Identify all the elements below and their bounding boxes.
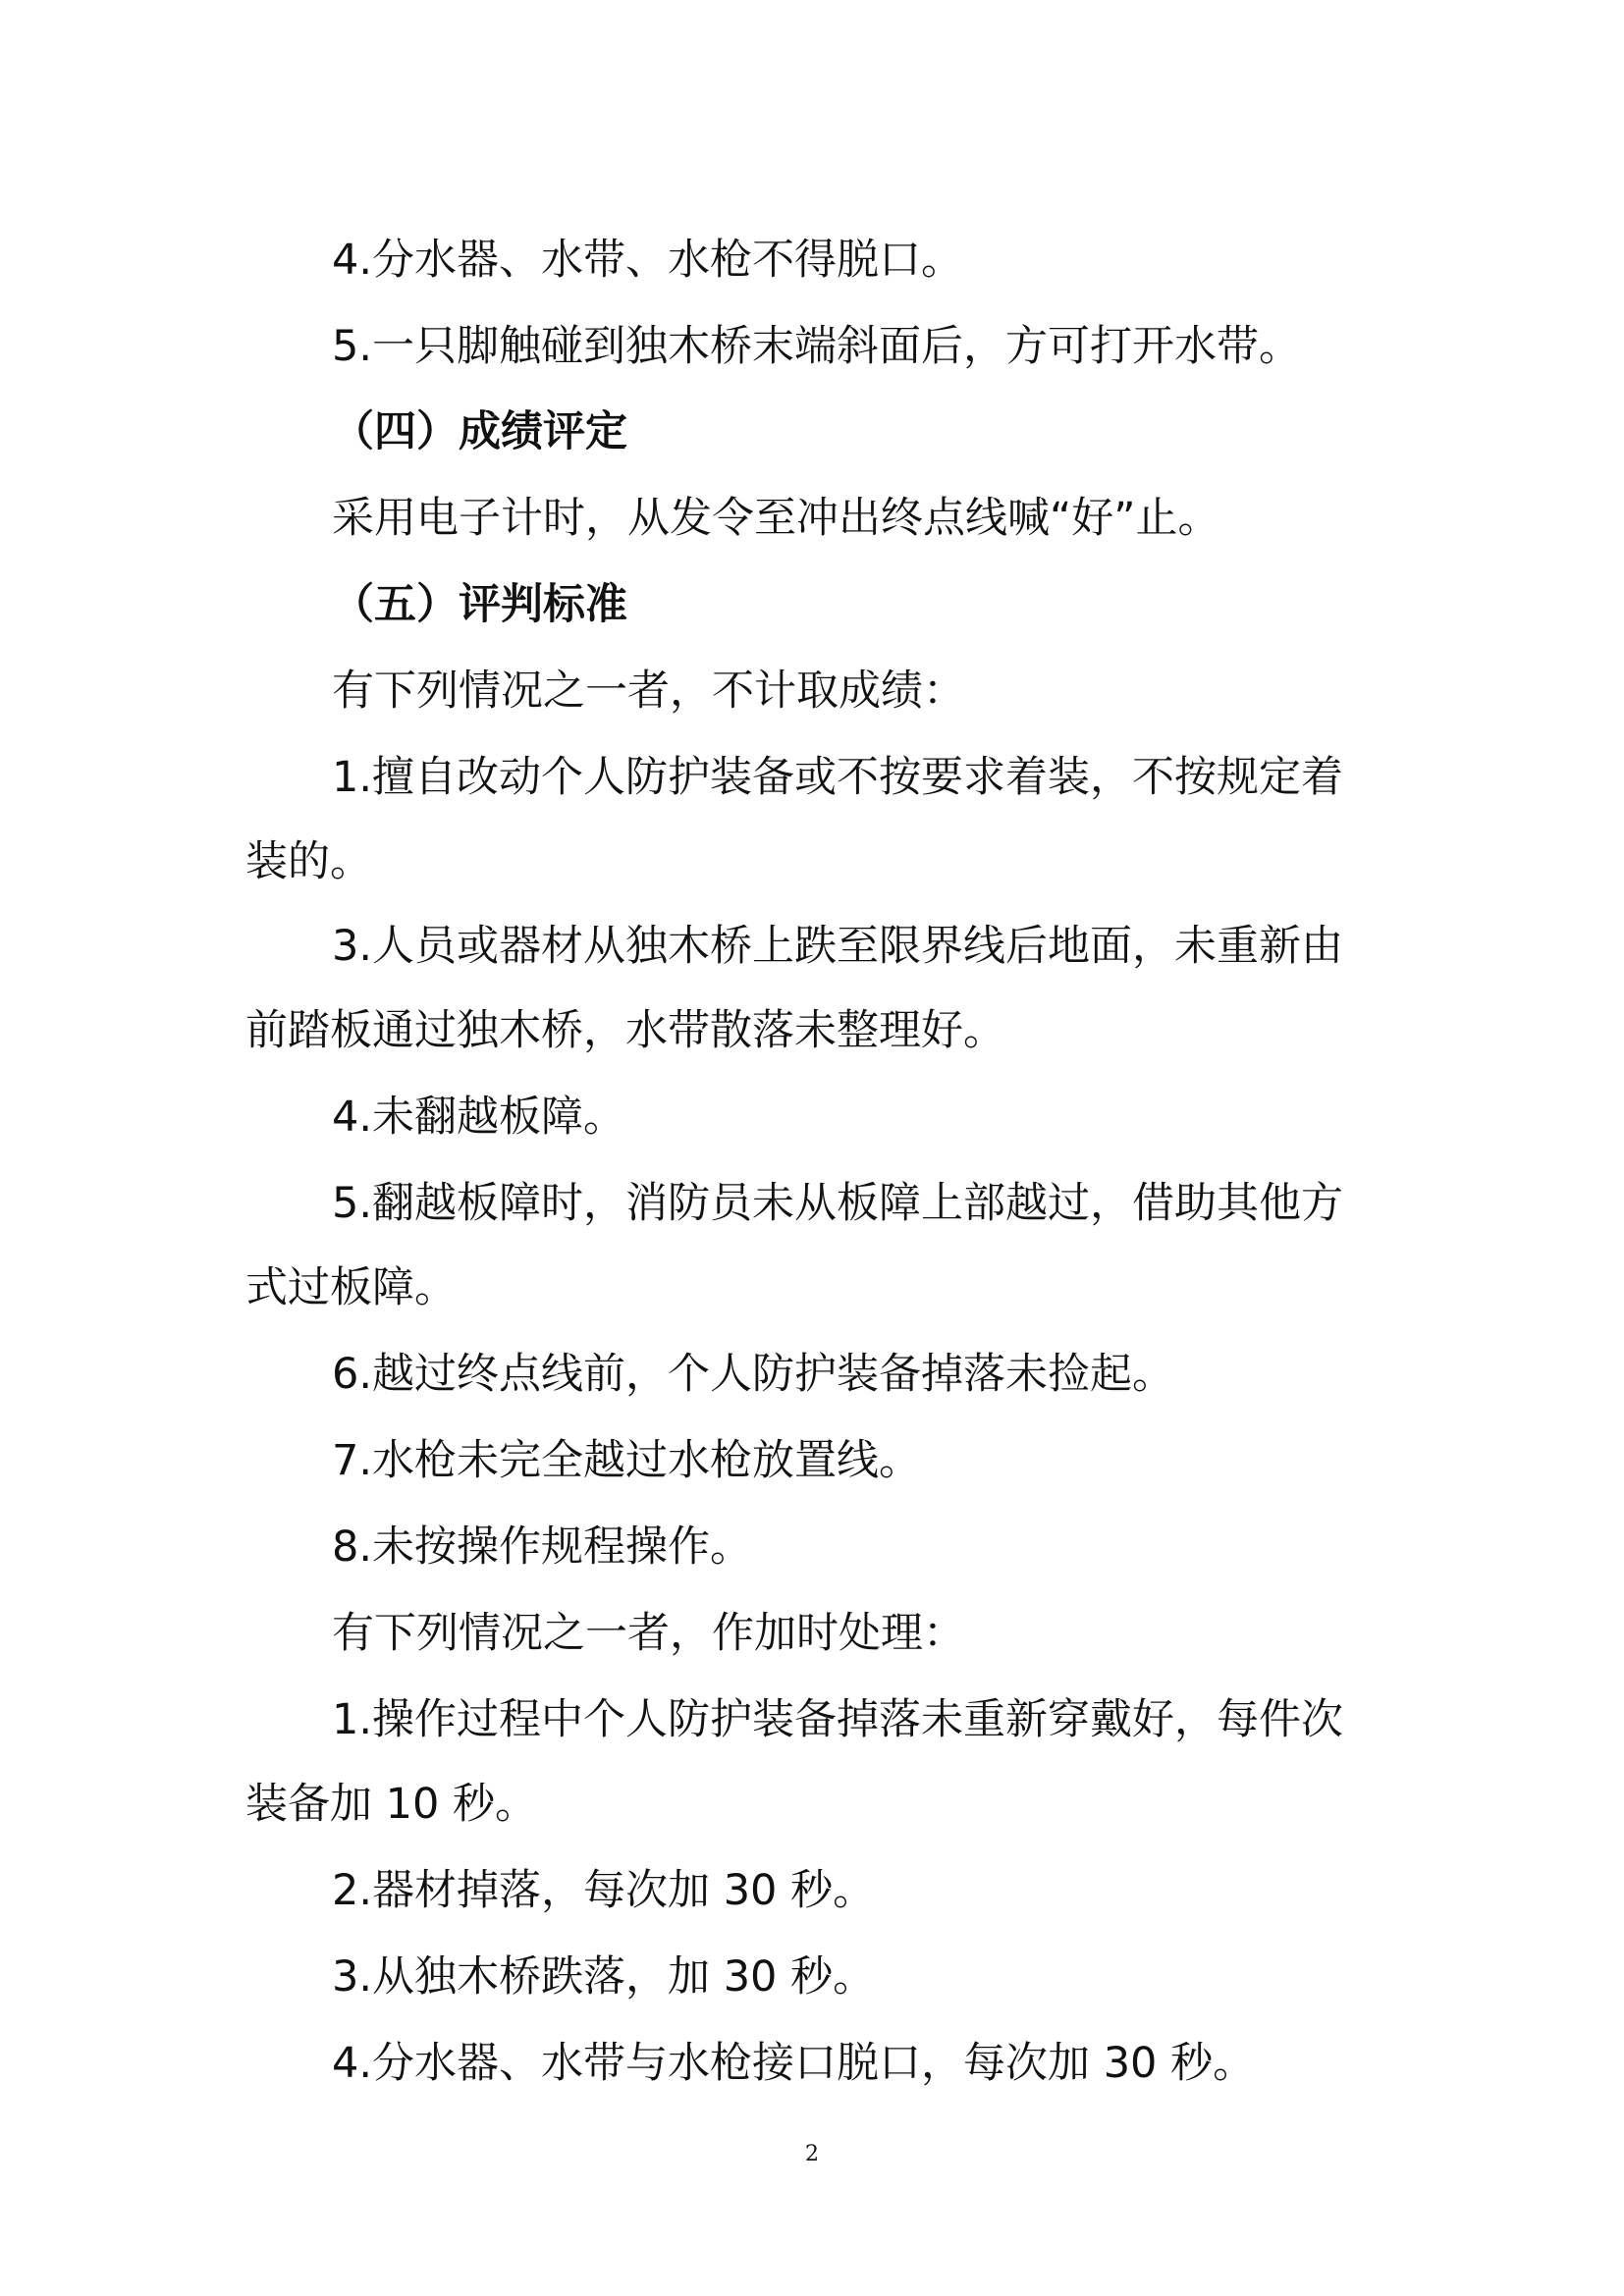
- disqualification-item-5-continued: 式过板障。: [245, 1263, 457, 1312]
- disqualification-intro: 有下列情况之一者，不计取成绩：: [332, 667, 965, 716]
- disqualification-item-4: 4.未翻越板障。: [332, 1093, 626, 1142]
- time-penalty-item-3: 3.从独木桥跌落，加 30 秒。: [332, 1952, 876, 2002]
- disqualification-item-1-continued: 装的。: [245, 837, 372, 886]
- disqualification-item-1: 1.擅自改动个人防护装备或不按要求着装，不按规定着: [332, 753, 1344, 802]
- disqualification-item-3: 3.人员或器材从独木桥上跌至限界线后地面，未重新由: [332, 922, 1344, 971]
- disqualification-item-8: 8.未按操作规程操作。: [332, 1522, 753, 1572]
- disqualification-item-3-continued: 前踏板通过独木桥，水带散落未整理好。: [245, 1006, 1005, 1055]
- time-penalty-item-4: 4.分水器、水带与水枪接口脱口，每次加 30 秒。: [332, 2039, 1256, 2088]
- disqualification-item-7: 7.水枪未完全越过水枪放置线。: [332, 1436, 922, 1485]
- time-penalty-item-2: 2.器材掉落，每次加 30 秒。: [332, 1866, 876, 1915]
- rule-line-5-open-hose: 5.一只脚触碰到独木桥末端斜面后，方可打开水带。: [332, 322, 1302, 371]
- time-penalty-item-1-continued: 装备加 10 秒。: [245, 1780, 538, 1829]
- disqualification-item-5: 5.翻越板障时，消防员未从板障上部越过，借助其他方: [332, 1179, 1344, 1228]
- section-heading-judging-criteria: （五）评判标准: [332, 580, 627, 629]
- scoring-text: 采用电子计时，从发令至冲出终点线喊“好”止。: [332, 494, 1220, 543]
- section-heading-scoring: （四）成绩评定: [332, 407, 627, 456]
- time-penalty-intro: 有下列情况之一者，作加时处理：: [332, 1609, 965, 1658]
- disqualification-item-6: 6.越过终点线前，个人防护装备掉落未捡起。: [332, 1350, 1175, 1399]
- rule-line-4-no-disconnect: 4.分水器、水带、水枪不得脱口。: [332, 236, 964, 285]
- page-number: 2: [805, 2142, 819, 2166]
- time-penalty-item-1: 1.操作过程中个人防护装备掉落未重新穿戴好，每件次: [332, 1695, 1344, 1744]
